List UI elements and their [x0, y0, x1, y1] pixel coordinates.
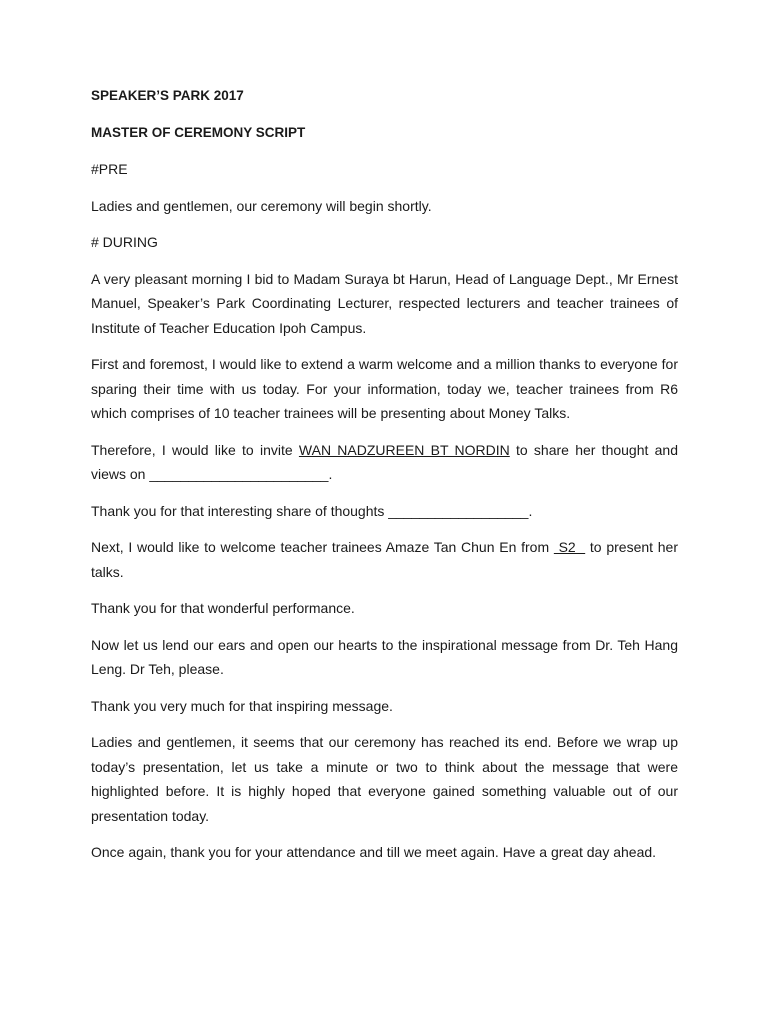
section-pre-heading: #PRE: [91, 161, 128, 177]
invite-text-before: Therefore, I would like to invite: [91, 441, 299, 458]
paragraph-thanks-share: Thank you for that interesting share of thoughts __________________.: [91, 502, 533, 519]
paragraph-begin: Ladies and gentlemen, our ceremony will begin shortly.: [91, 197, 432, 214]
paragraph-lend-ears: Now let us lend our ears and open our hearts to the inspirational message from Dr. Teh Hang Leng. Dr Teh, please.: [91, 636, 678, 677]
paragraph-first: First and foremost, I would like to extend a warm welcome and a million thanks to everyone for sparing their time with us today. For your information, today we, teacher trainees from R6 which comprises of 10 teacher trainees will be presenting about Money Talks.: [91, 356, 678, 421]
next-text-after: to present her talks.: [91, 539, 678, 580]
class-name: S2: [553, 539, 586, 555]
paragraph-ending: Ladies and gentlemen, it seems that our ceremony has reached its end. Before we wrap up today’s presentation, let us take a minute or two to think about the message that were highlighted before. It is highly hoped that everyone gained something valuable out of our presentation today.: [91, 734, 678, 824]
paragraph-next: [91, 535, 678, 584]
document-title: SPEAKER’S PARK 2017: [91, 88, 244, 103]
paragraph-welcome: A very pleasant morning I bid to Madam Suraya bt Harun, Head of Language Dept., Mr Ernest Manuel, Speaker’s Park Coordinating Lecturer, respected lecturers and teacher trainees of Institute of Teacher Education Ipoh Campus.: [91, 270, 678, 336]
document-page: [91, 84, 678, 877]
next-text-before: Next, I would like to welcome teacher trainees Amaze Tan Chun En from: [91, 539, 554, 555]
document-subtitle: MASTER OF CEREMONY SCRIPT: [91, 124, 306, 140]
paragraph-closing: Once again, thank you for your attendance and till we meet again. Have a great day ahead.: [91, 844, 657, 860]
paragraph-thanks-performance: Thank you for that wonderful performance.: [91, 600, 355, 616]
section-during-heading: # DURING: [91, 234, 158, 250]
invitee-name: WAN NADZUREEN BT NORDIN: [298, 441, 510, 458]
paragraph-invite: [91, 438, 678, 487]
paragraph-thanks-message: Thank you very much for that inspiring message.: [91, 697, 393, 714]
invite-text-after: to share her thought and views on _______________________.: [91, 441, 678, 482]
